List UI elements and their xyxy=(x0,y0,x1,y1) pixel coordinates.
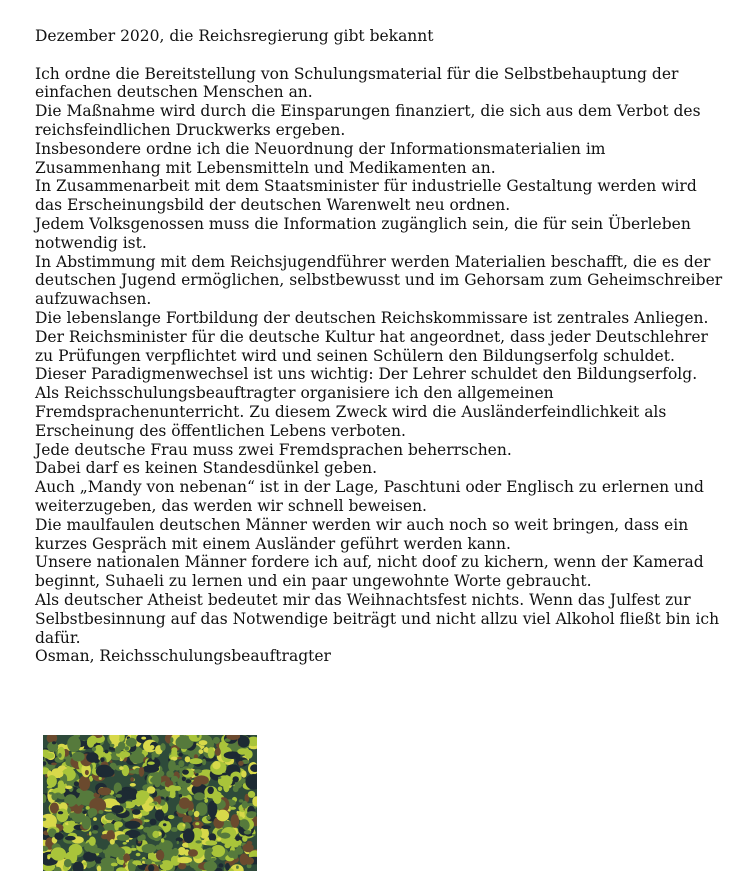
camo-fleck xyxy=(92,830,98,833)
camo-fleck xyxy=(150,819,157,826)
camo-fleck xyxy=(182,769,189,774)
camo-fleck xyxy=(144,819,150,822)
camo-fleck xyxy=(150,745,155,749)
signature-line: Osman, Reichsschulungsbeauftragter xyxy=(35,647,331,666)
camo-fleck xyxy=(246,812,256,819)
camo-fleck xyxy=(218,777,221,779)
paragraph: Jedem Volksgenossen muss die Information zugänglich sein, die für sein Überleben notwendig ist. xyxy=(35,214,691,252)
camo-fleck xyxy=(166,797,169,801)
camo-fleck xyxy=(47,856,50,860)
camo-fleck xyxy=(252,834,255,836)
camo-fleck xyxy=(126,738,137,747)
camo-fleck xyxy=(129,770,139,774)
camo-fleck xyxy=(202,759,206,765)
camo-fleck xyxy=(243,843,254,852)
camo-fleck xyxy=(178,753,183,757)
camo-fleck xyxy=(86,752,98,762)
camo-fleck xyxy=(116,794,122,798)
camo-fleck xyxy=(238,761,244,766)
paragraph: Unsere nationalen Männer fordere ich auf, nicht doof zu kichern, wenn der Kamerad beginnt, Suhaeli zu lernen und ein paar ungewohnte Worte gebraucht. xyxy=(35,553,704,591)
camo-fleck xyxy=(242,835,247,841)
camo-fleck xyxy=(244,857,254,865)
camo-fleck xyxy=(224,843,230,848)
camo-fleck xyxy=(204,798,208,803)
camo-fleck xyxy=(186,779,192,783)
camo-fleck xyxy=(145,859,152,865)
camo-fleck xyxy=(65,836,76,841)
camo-fleck xyxy=(130,752,145,764)
camo-fleck xyxy=(147,786,156,794)
camo-fleck xyxy=(208,787,214,795)
camo-fleck xyxy=(47,775,57,787)
camo-fleck xyxy=(89,831,92,835)
camo-fleck xyxy=(51,763,57,766)
camo-fleck xyxy=(201,807,204,809)
camo-fleck xyxy=(132,860,141,865)
camo-fleck xyxy=(172,848,178,856)
paragraph: Dabei darf es keinen Standesdünkel geben. xyxy=(35,459,378,478)
document-heading: Dezember 2020, die Reichsregierung gibt bekannt xyxy=(35,27,434,45)
camo-fleck xyxy=(236,757,240,759)
camo-fleck xyxy=(213,737,220,744)
camo-fleck xyxy=(125,821,141,829)
camo-fleck xyxy=(211,845,225,857)
camo-fleck xyxy=(199,749,204,754)
camo-fleck xyxy=(136,853,141,857)
camo-fleck xyxy=(115,746,121,754)
camo-fleck xyxy=(93,817,97,821)
camo-fleck xyxy=(233,776,239,782)
camo-fleck xyxy=(178,760,184,767)
camo-fleck xyxy=(168,760,176,772)
camo-fleck xyxy=(218,863,223,867)
camo-fleck xyxy=(72,752,85,762)
camo-fleck xyxy=(143,827,151,833)
camo-fleck xyxy=(174,786,181,791)
camo-fleck xyxy=(214,795,222,804)
camo-fleck xyxy=(105,750,109,754)
camo-fleck xyxy=(194,792,205,800)
camo-fleck xyxy=(232,853,238,859)
camo-fleck xyxy=(238,736,250,748)
camo-fleck xyxy=(209,833,216,841)
camo-fleck xyxy=(99,777,102,780)
camo-fleck xyxy=(212,761,220,769)
camo-fleck xyxy=(171,856,178,864)
paragraph: In Abstimmung mit dem Reichsjugendführer werden Materialien beschafft, die es der deutschen Jugend ermöglichen, selbstbewusst und im Gehorsam zum Geheimschreiber aufzuwachsen. xyxy=(35,252,723,309)
paragraph: Insbesondere ordne ich die Neuordnung der Informationsmaterialien im Zusammenhang mit Lebensmitteln und Medikamenten an. xyxy=(35,139,606,177)
paragraph: Jede deutsche Frau muss zwei Fremdsprachen beherrschen. xyxy=(35,440,512,459)
paragraph: Als deutscher Atheist bedeutet mir das Weihnachtsfest nichts. Wenn das Julfest zur Selbstbesinnung auf das Notwendige beiträgt und nicht allzu viel Alkohol fließt bin ich dafür. xyxy=(35,590,720,647)
camo-fleck xyxy=(179,797,190,809)
camo-fleck xyxy=(123,787,131,791)
camo-fleck xyxy=(54,832,63,840)
camo-fleck xyxy=(188,849,198,857)
camo-fleck xyxy=(179,794,182,797)
camo-fleck xyxy=(108,847,125,857)
camo-fleck xyxy=(208,747,215,758)
camo-fleck xyxy=(225,863,230,871)
camo-fleck xyxy=(152,831,159,838)
camo-fleck xyxy=(150,777,158,783)
camo-fleck xyxy=(89,848,103,854)
camo-fleck xyxy=(110,744,115,747)
camo-fleck xyxy=(177,841,179,844)
camo-fleck xyxy=(229,807,236,810)
camo-fleck xyxy=(141,737,146,740)
camo-fleck xyxy=(130,783,136,787)
camo-fleck xyxy=(87,834,89,836)
camo-fleck xyxy=(222,773,227,776)
camo-fleck xyxy=(131,845,134,848)
camo-fleck xyxy=(237,811,239,814)
camo-fleck xyxy=(89,837,96,846)
camo-fleck xyxy=(51,793,57,800)
camo-fleck xyxy=(156,850,164,861)
camo-fleck xyxy=(82,810,87,814)
camo-fleck xyxy=(171,747,177,752)
camo-fleck xyxy=(82,816,91,829)
camo-fleck xyxy=(137,836,142,842)
camo-fleck xyxy=(92,747,96,752)
camo-fleck xyxy=(189,758,202,764)
camo-fleck xyxy=(231,814,240,828)
camo-fleck xyxy=(195,822,199,825)
camo-fleck xyxy=(111,805,123,813)
camo-fleck xyxy=(85,770,89,775)
paragraph: Ich ordne die Bereitstellung von Schulungsmaterial für die Selbstbehauptung der einfachen deutschen Menschen an. xyxy=(35,64,679,102)
camo-fleck xyxy=(216,810,229,822)
camo-fleck xyxy=(177,757,182,759)
paragraph: Die maulfaulen deutschen Männer werden wir auch noch so weit bringen, dass ein kurzes Gespräch mit einem Ausländer geführt werden kann. xyxy=(35,515,689,553)
camo-fleck xyxy=(183,824,186,827)
camo-fleck xyxy=(206,816,211,820)
camo-fleck xyxy=(119,766,124,770)
camo-fleck xyxy=(204,848,211,861)
camo-fleck xyxy=(136,790,148,802)
camo-fleck xyxy=(195,840,201,843)
camo-fleck xyxy=(123,842,127,845)
camo-fleck xyxy=(176,837,183,841)
camo-fleck xyxy=(236,866,239,869)
camo-fleck xyxy=(105,813,115,820)
camo-fleck xyxy=(111,863,118,867)
camo-fleck xyxy=(218,787,222,792)
camo-fleck xyxy=(59,780,65,790)
camo-fleck xyxy=(149,803,155,806)
camo-fleck xyxy=(44,753,55,759)
camo-fleck xyxy=(88,808,98,817)
paragraph: Auch „Mandy von nebenan“ ist in der Lage, Paschtuni oder Englisch zu erlernen und weiterzugeben, das werden wir schnell beweisen. xyxy=(35,478,704,515)
camo-fleck xyxy=(89,736,98,745)
camo-fleck xyxy=(130,777,134,782)
camo-fleck xyxy=(177,857,193,864)
camo-fleck xyxy=(132,809,141,815)
flecktarn-camouflage-image xyxy=(43,735,257,871)
camo-fleck xyxy=(58,753,62,758)
camo-fleck xyxy=(98,787,112,795)
camo-fleck xyxy=(138,817,141,819)
camo-fleck xyxy=(161,846,167,851)
camo-fleck xyxy=(147,762,154,765)
camo-fleck xyxy=(244,830,251,834)
camo-fleck xyxy=(237,748,247,754)
paragraph: Die Maßnahme wird durch die Einsparungen finanziert, die sich aus dem Verbot des reichsfeindlichen Druckwerks ergeben. xyxy=(35,102,701,139)
paragraph: Die lebenslange Fortbildung der deutschen Reichskommissare ist zentrales Anliegen. Der Reichsminister für die deutsche Kultur hat angeordnet, dass jeder Deutschlehrer zu Prüfungen verpflichtet wird und seinen Schülern den Bildungserfolg schuldet. xyxy=(35,308,709,365)
camo-fleck xyxy=(65,786,72,790)
camo-fleck xyxy=(74,781,79,786)
camo-fleck xyxy=(96,765,113,778)
camo-fleck xyxy=(185,756,191,762)
camo-fleck xyxy=(201,825,210,829)
camo-fleck xyxy=(215,748,221,756)
camo-fleck xyxy=(199,740,208,745)
camo-fleck xyxy=(69,812,73,818)
camo-fleck xyxy=(79,776,91,791)
camo-fleck xyxy=(217,837,221,840)
camo-fleck xyxy=(171,827,178,832)
camo-fleck xyxy=(240,819,249,826)
camo-fleck xyxy=(73,806,82,814)
camo-fleck xyxy=(98,810,103,814)
camo-fleck xyxy=(241,771,246,778)
camo-fleck xyxy=(69,844,83,856)
camo-fleck xyxy=(68,821,75,826)
camo-fleck xyxy=(110,839,115,845)
camo-fleck xyxy=(192,780,202,786)
camo-fleck xyxy=(183,828,195,843)
camo-fleck xyxy=(160,743,165,751)
paragraph: Dieser Paradigmenwechsel ist uns wichtig: Der Lehrer schuldet den Bildungserfolg. xyxy=(35,365,698,384)
camo-fleck xyxy=(58,811,63,814)
camo-fleck xyxy=(110,760,113,763)
camo-fleck xyxy=(67,736,81,752)
camo-fleck xyxy=(52,741,56,744)
camo-fleck xyxy=(51,847,66,861)
camo-fleck xyxy=(170,737,173,743)
camo-fleck xyxy=(205,840,217,845)
camo-fleck xyxy=(248,791,255,798)
camo-fleck xyxy=(114,821,123,827)
camouflage-pattern xyxy=(43,735,257,871)
camo-fleck xyxy=(233,786,239,792)
camo-fleck xyxy=(220,833,231,839)
camo-fleck xyxy=(161,838,165,842)
camo-fleck xyxy=(163,823,167,826)
document-body xyxy=(35,27,725,666)
camo-fleck xyxy=(56,809,68,823)
camo-fleck xyxy=(168,815,175,819)
camo-fleck xyxy=(155,809,164,821)
camo-fleck xyxy=(252,853,256,856)
paragraph: In Zusammenarbeit mit dem Staatsminister für industrielle Gestaltung werden wird das Erscheinungsbild der deutschen Warenwelt neu ordnen. xyxy=(35,177,697,215)
camo-fleck xyxy=(58,747,66,760)
camo-fleck xyxy=(64,859,72,867)
camo-fleck xyxy=(155,862,163,865)
camo-fleck xyxy=(93,825,99,830)
camo-fleck xyxy=(125,746,129,750)
camo-fleck xyxy=(194,811,200,817)
camo-fleck xyxy=(160,860,174,870)
camo-fleck xyxy=(152,755,155,760)
paragraph: Als Reichsschulungsbeauftragter organisiere ich den allgemeinen Fremdsprachenunterricht. Zu diesem Zweck wird die Ausländerfeindlichkeit als Erscheinung des öffentlichen Lebens verboten. xyxy=(35,384,667,440)
camo-fleck xyxy=(83,862,87,865)
camo-fleck xyxy=(117,834,130,841)
camo-fleck xyxy=(188,810,193,815)
camo-fleck xyxy=(235,835,240,841)
camo-fleck xyxy=(242,801,248,809)
camo-fleck xyxy=(194,769,202,773)
camo-fleck xyxy=(139,767,145,777)
camo-fleck xyxy=(142,844,157,853)
camo-fleck xyxy=(239,817,243,820)
